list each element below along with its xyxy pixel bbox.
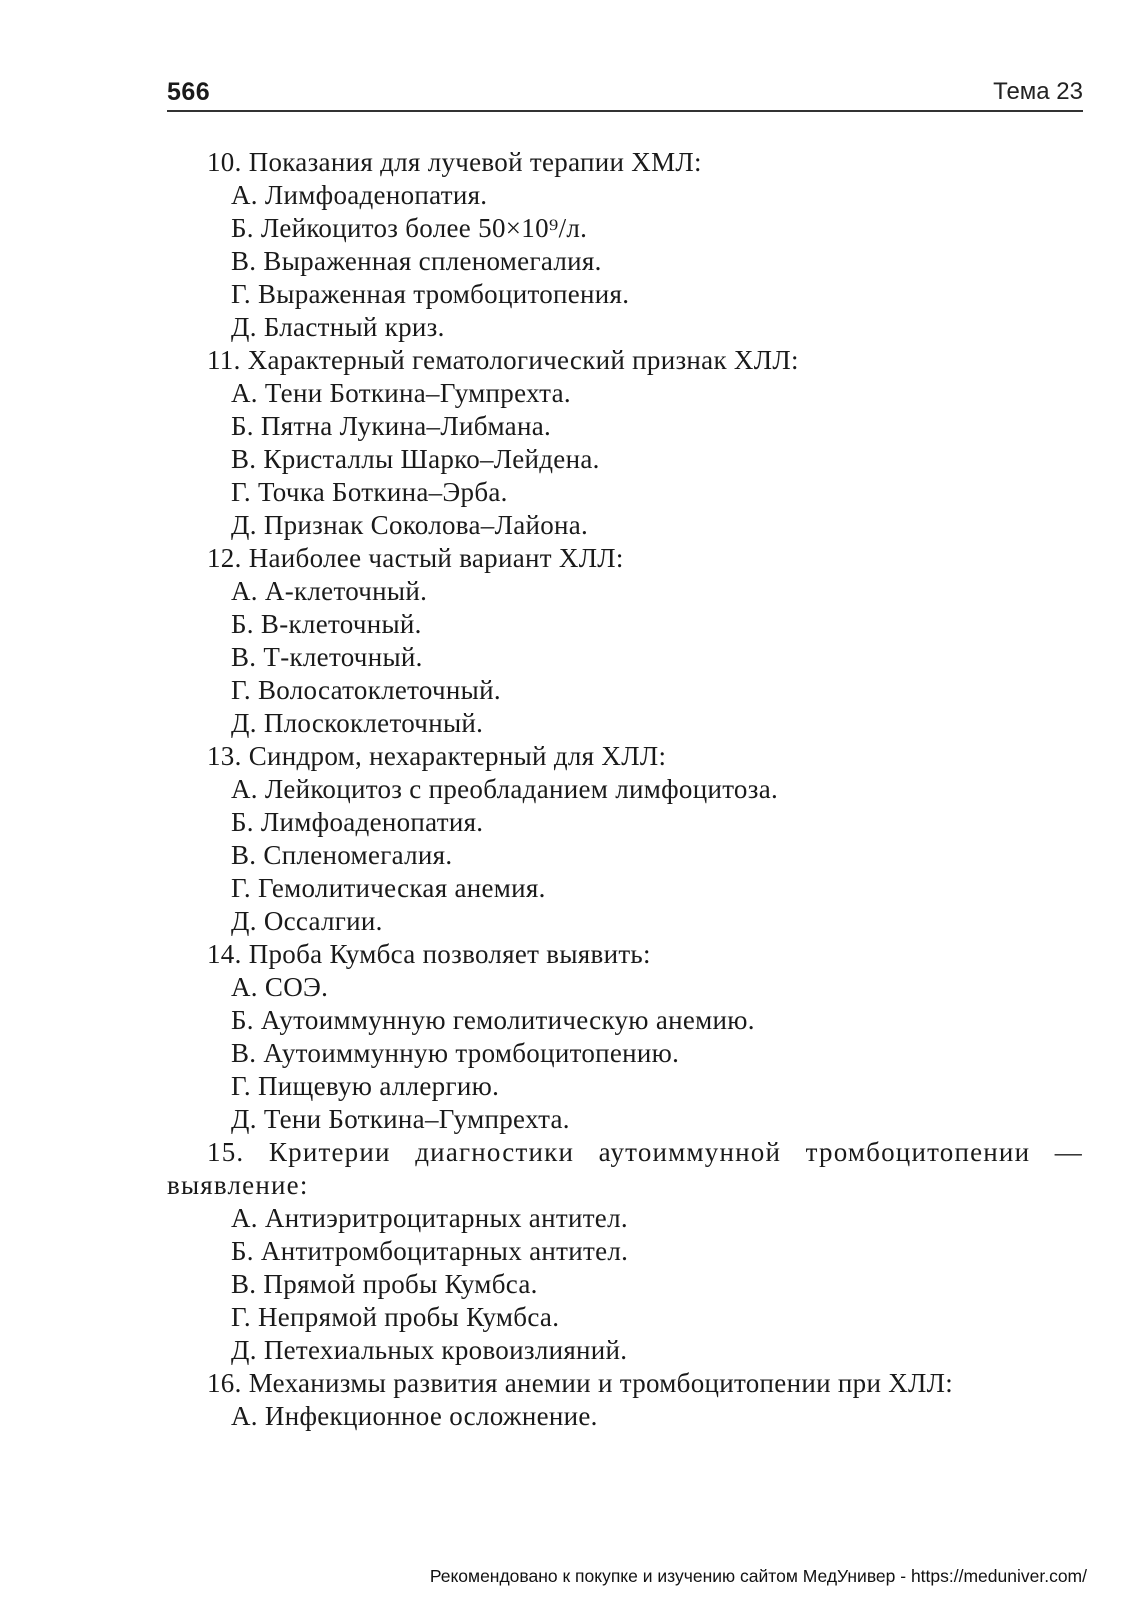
answer-option: А. Инфекционное осложнение. (231, 1401, 598, 1431)
question-11 (167, 344, 1083, 542)
header-rule (167, 110, 1083, 112)
answer-option: А. Антиэритроцитарных антител. (231, 1203, 628, 1233)
question-text: 11. Характерный гематологический признак ХЛЛ: (207, 345, 799, 375)
answer-option: Д. Признак Соколова–Лайона. (231, 510, 589, 540)
answer-option: А. Тени Боткина–Гумпрехта. (231, 378, 571, 408)
answer-option: В. Аутоиммунную тромбоцитопению. (231, 1038, 680, 1068)
footer-recommendation: Рекомендовано к покупке и изучению сайтом МедУнивер - https://meduniver.com/ (429, 1566, 1087, 1586)
page-header (167, 72, 1083, 112)
question-text: 10. Показания для лучевой терапии ХМЛ: (207, 147, 702, 177)
answer-option: Б. В-клеточный. (231, 609, 422, 639)
question-12 (167, 542, 1083, 740)
answer-option: В. Прямой пробы Кумбса. (231, 1269, 538, 1299)
answer-option: Д. Бластный криз. (231, 312, 445, 342)
answer-option: Г. Гемолитическая анемия. (231, 873, 546, 903)
page-number: 566 (167, 78, 211, 106)
answer-option: Д. Плоскоклеточный. (231, 708, 484, 738)
answer-option: Б. Антитромбоцитарных антител. (231, 1236, 629, 1266)
answer-option: Г. Точка Боткина–Эрба. (231, 477, 508, 507)
question-15 (167, 1136, 1083, 1367)
answer-option: Д. Оссалгии. (231, 906, 383, 936)
answer-option: Г. Выраженная тромбоцитопения. (231, 279, 630, 309)
answer-option: А. Лейкоцитоз с преобладанием лимфоцитоза. (231, 774, 779, 804)
question-list (167, 146, 1083, 1433)
answer-option: Д. Петехиальных кровоизлияний. (231, 1335, 628, 1365)
question-text: 14. Проба Кумбса позволяет выявить: (207, 939, 651, 969)
question-13 (167, 740, 1083, 938)
answer-option: Б. Лимфоаденопатия. (231, 807, 484, 837)
question-10 (167, 146, 1083, 344)
question-text: 13. Синдром, нехарактерный для ХЛЛ: (207, 741, 667, 771)
answer-option: В. Кристаллы Шарко–Лейдена. (231, 444, 600, 474)
answer-option: А. Лимфоаденопатия. (231, 180, 488, 210)
answer-option: Б. Аутоиммунную гемолитическую анемию. (231, 1005, 755, 1035)
answer-option: А. А-клеточный. (231, 576, 428, 606)
question-text: 15. Критерии диагностики аутоиммунной тромбоцитопении — выявление: (167, 1137, 1083, 1200)
answer-option: А. СОЭ. (231, 972, 329, 1002)
answer-option: В. Выраженная спленомегалия. (231, 246, 602, 276)
answer-option: В. Спленомегалия. (231, 840, 453, 870)
answer-option: Г. Непрямой пробы Кумбса. (231, 1302, 560, 1332)
answer-option: Б. Пятна Лукина–Либмана. (231, 411, 552, 441)
answer-option: Б. Лейкоцитоз более 50×10⁹/л. (231, 213, 588, 243)
question-text: 16. Механизмы развития анемии и тромбоцитопении при ХЛЛ: (207, 1368, 954, 1398)
answer-option: Г. Пищевую аллергию. (231, 1071, 500, 1101)
question-16 (167, 1367, 1083, 1433)
answer-option: Д. Тени Боткина–Гумпрехта. (231, 1104, 570, 1134)
answer-option: Г. Волосатоклеточный. (231, 675, 501, 705)
running-head: Тема 23 (993, 78, 1083, 105)
question-text: 12. Наиболее частый вариант ХЛЛ: (207, 543, 624, 573)
answer-option: В. Т-клеточный. (231, 642, 423, 672)
question-14 (167, 938, 1083, 1136)
